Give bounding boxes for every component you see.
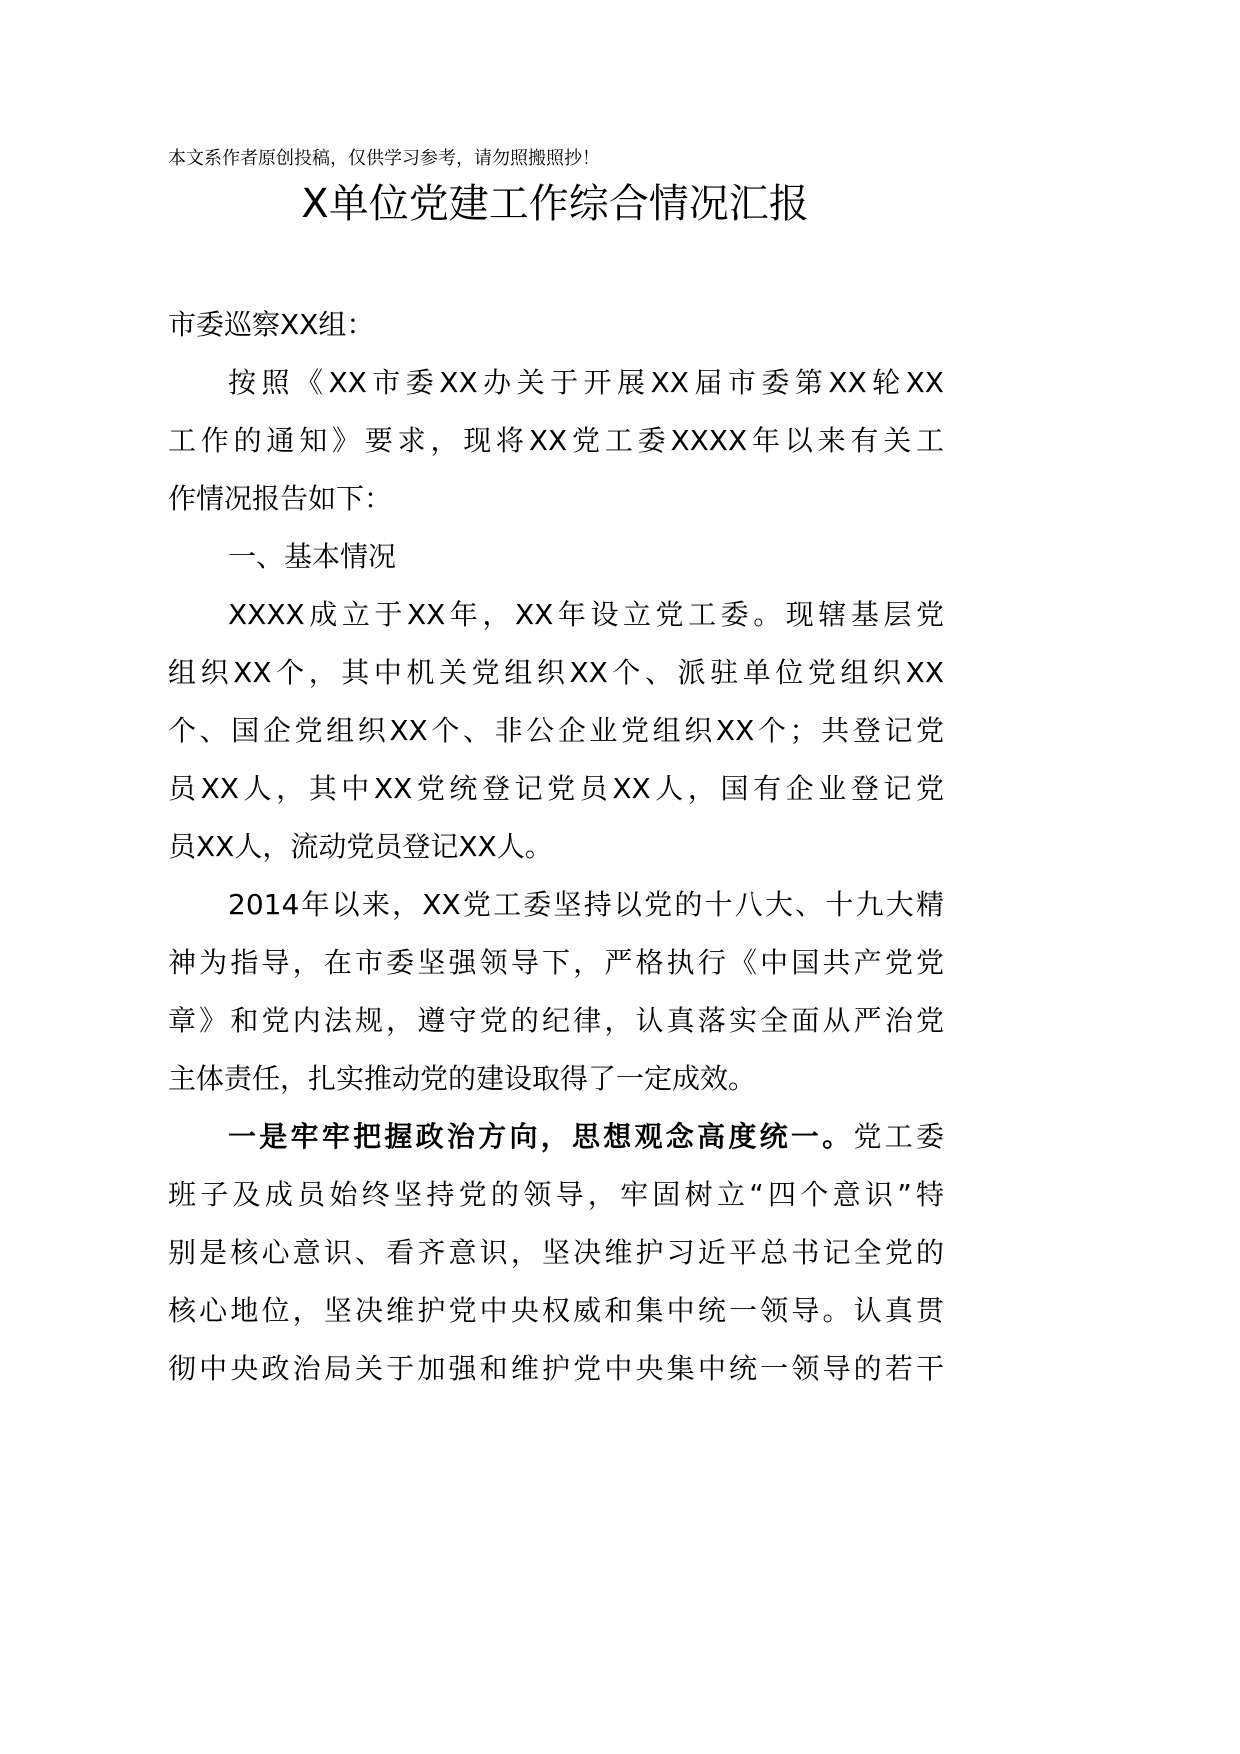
paragraph-line: 按照《XX市委XX办关于开展XX届市委第XX轮XX bbox=[228, 366, 944, 399]
paragraph-line: 组织XX个，其中机关党组织XX个、派驻单位党组织XX bbox=[168, 656, 944, 689]
paragraph-line: 个、国企党组织XX个、非公企业党组织XX个；共登记党 bbox=[168, 714, 944, 747]
paragraph-line: 章》和党内法规，遵守党的纪律，认真落实全面从严治党 bbox=[168, 1004, 944, 1037]
paragraph-line: 核心地位，坚决维护党中央权威和集中统一领导。认真贯 bbox=[168, 1294, 944, 1327]
paragraph-line: 员XX人，流动党员登记XX人。 bbox=[168, 830, 553, 863]
copyright-notice: 本文系作者原创投稿，仅供学习参考，请勿照搬照抄！ bbox=[168, 148, 600, 169]
paragraph-line: 作情况报告如下： bbox=[168, 482, 393, 515]
paragraph-line: 工作的通知》要求，现将XX党工委XXXX年以来有关工 bbox=[168, 424, 944, 457]
lead-continuation: 党工委 bbox=[853, 1120, 944, 1153]
paragraph-line: 主体责任，扎实推动党的建设取得了一定成效。 bbox=[168, 1062, 757, 1095]
paragraph-line: 彻中央政治局关于加强和维护党中央集中统一领导的若干 bbox=[168, 1352, 944, 1385]
paragraph-line: 2014年以来，XX党工委坚持以党的十八大、十九大精 bbox=[228, 888, 944, 921]
paragraph-line: 员XX人，其中XX党统登记党员XX人，国有企业登记党 bbox=[168, 772, 944, 805]
bold-lead-line bbox=[168, 1108, 944, 1166]
document-body bbox=[168, 296, 944, 1398]
paragraph-line: 神为指导，在市委坚强领导下，严格执行《中国共产党党 bbox=[168, 946, 944, 979]
salutation: 市委巡察XX组： bbox=[168, 308, 375, 341]
paragraph-line: XXXX成立于XX年，XX年设立党工委。现辖基层党 bbox=[228, 598, 944, 631]
paragraph-line: 别是核心意识、看齐意识，坚决维护习近平总书记全党的 bbox=[168, 1236, 944, 1269]
section-heading: 一、基本情况 bbox=[228, 540, 397, 573]
document-title: X单位党建工作综合情况汇报 bbox=[301, 181, 809, 227]
bold-lead-text: 一是牢牢把握政治方向，思想观念高度统一。 bbox=[228, 1120, 854, 1153]
paragraph-line: 班子及成员始终坚持党的领导，牢固树立“四个意识”特 bbox=[168, 1178, 944, 1211]
